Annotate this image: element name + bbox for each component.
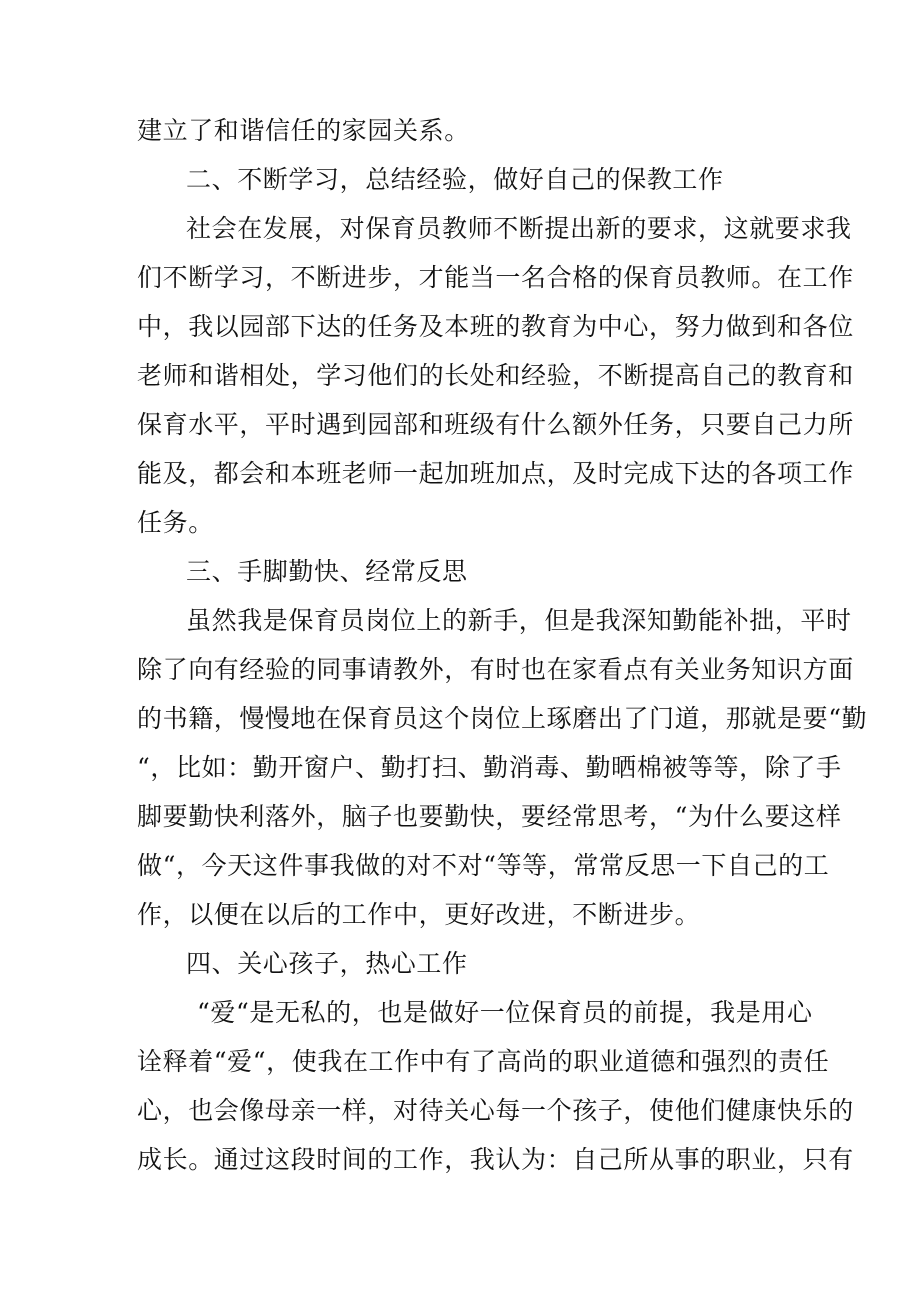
paragraph-line: 任务。 [137,508,214,537]
paragraph-line: 保育水平，平时遇到园部和班级有什么额外任务，只要自己力所 [137,410,854,439]
paragraph-line: 社会在发展，对保育员教师不断提出新的要求，这就要求我 [186,214,852,243]
paragraph-line: 中，我以园部下达的任务及本班的教育为中心，努力做到和各位 [137,312,854,341]
paragraph-line: 们不断学习，不断进步，才能当一名合格的保育员教师。在工作 [137,263,854,292]
section-heading-4: 四、关心孩子，热心工作 [186,949,468,978]
paragraph-line: 除了向有经验的同事请教外，有时也在家看点有关业务知识方面 [137,655,854,684]
paragraph-line: 建立了和谐信任的家园关系。 [137,116,470,145]
paragraph-line: 脚要勤快利落外，脑子也要勤快，要经常思考，“为什么要这样 [137,802,842,831]
section-heading-2: 二、不断学习，总结经验，做好自己的保教工作 [186,165,724,194]
paragraph-line: 诠释着“爱“，使我在工作中有了高尚的职业道德和强烈的责任 [137,1047,830,1076]
paragraph-line: 心，也会像母亲一样，对待关心每一个孩子，使他们健康快乐的 [137,1096,854,1125]
paragraph-line: 做“，今天这件事我做的对不对“等等，常常反思一下自己的工 [137,851,830,880]
paragraph-line: “爱“是无私的，也是做好一位保育员的前提，我是用心 [197,998,813,1027]
paragraph-line: 成长。通过这段时间的工作，我认为：自己所从事的职业，只有 [137,1145,854,1174]
paragraph-line: 虽然我是保育员岗位上的新手，但是我深知勤能补拙，平时 [186,606,852,635]
paragraph-line: 的书籍，慢慢地在保育员这个岗位上琢磨出了门道，那就是要“勤 [137,704,868,733]
paragraph-line: 作，以便在以后的工作中，更好改进，不断进步。 [137,900,701,929]
paragraph-line: 能及，都会和本班老师一起加班加点，及时完成下达的各项工作 [137,459,854,488]
paragraph-line: 老师和谐相处，学习他们的长处和经验，不断提高自己的教育和 [137,361,854,390]
paragraph-line: “，比如：勤开窗户、勤打扫、勤消毒、勤晒棉被等等，除了手 [137,753,842,782]
section-heading-3: 三、手脚勤快、经常反思 [186,557,468,586]
